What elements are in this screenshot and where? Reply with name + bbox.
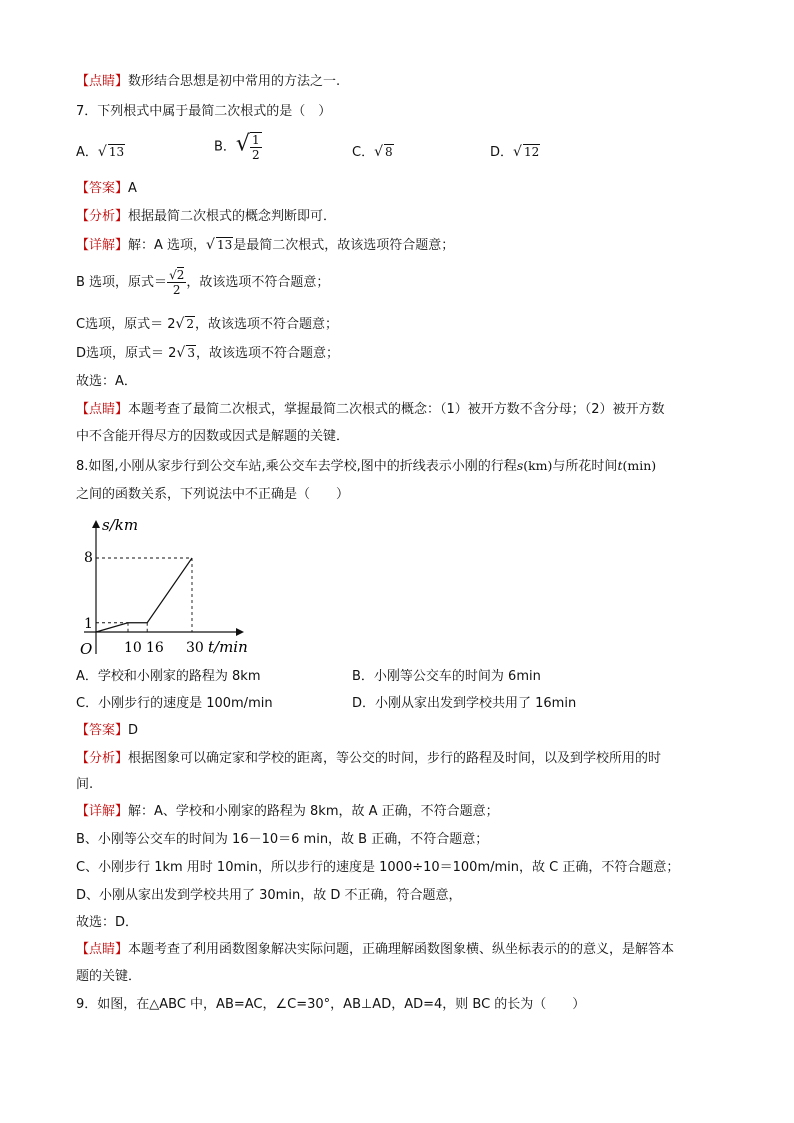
travel-polyline [96, 558, 192, 632]
q8-detail-2: B、小刚等公交车的时间为 16－10＝6 min，故 B 正确，不符合题意； [76, 832, 489, 847]
q8-analysis-line1: 【分析】根据图象可以确定家和学校的距离，等公交的时间，步行的路程及时间，以及到学校所用的时 [76, 751, 662, 766]
prev-tip [76, 73, 340, 91]
x-tick-30: 30 [186, 640, 204, 656]
q7-option-b: B．√ $\frac{1}{2}$ [214, 131, 260, 162]
y-tick-8: 8 [84, 550, 93, 566]
x-axis-arrow [236, 628, 244, 636]
q9-stem: 9．如图，在△ABC 中，AB=AC，∠C=30°，AB⊥AD，AD=4，则 BC 的长为（ ） [76, 997, 586, 1012]
q8-option-c: C．小刚步行的速度是 100m/min [76, 696, 273, 711]
q8-detail-3: C、小刚步行 1km 用时 10min，所以步行的速度是 1000÷10＝100m/min，故 C 正确，不符合题意； [76, 860, 680, 875]
q8-detail-1: 【详解】解：A、学校和小刚家的路程为 8km，故 A 正确，不符合题意； [76, 804, 499, 819]
q8-option-d: D．小刚从家出发到学校共用了 16min [352, 696, 577, 711]
origin-label: O [80, 640, 93, 658]
q8-answer: 【答案】D [76, 723, 139, 738]
q8-stem-line2: 之间的函数关系，下列说法中不正确是（ ） [76, 487, 350, 502]
q8-stem-line1: 8.如图,小刚从家步行到公交车站,乘公交车去学校,图中的折线表示小刚的行程s(km)与所花时间t(min) [76, 458, 657, 474]
y-axis-arrow [92, 520, 100, 528]
q7-answer: 【答案】A [76, 181, 137, 196]
y-tick-1: 1 [84, 616, 93, 632]
travel-graph [76, 514, 266, 660]
y-axis-label: s/km [102, 516, 139, 534]
tip-tag: 【点睛】 [76, 74, 129, 89]
x-tick-10: 10 [124, 640, 142, 656]
q7-stem: 7．下列根式中属于最简二次根式的是（ ） [76, 104, 332, 119]
q8-option-b: B．小刚等公交车的时间为 6min [352, 669, 541, 684]
q7-detail-c: C选项，原式＝ 2√ 2，故该选项不符合题意； [76, 316, 339, 332]
q7-choice: 故选：A． [76, 374, 137, 389]
q8-tip-line2: 题的关键． [76, 969, 142, 984]
q7-option-c: C．√ 8 [352, 144, 393, 160]
q7-detail-d: D选项，原式＝ 2√ 3，故该选项不符合题意； [76, 345, 339, 361]
q7-detail-b: B 选项，原式＝ $\frac{√2}{2}$ ，故该选项不符合题意； [76, 268, 330, 297]
x-tick-16: 16 [146, 640, 164, 656]
q7-tip-line1: 【点睛】本题考查了最简二次根式，掌握最简二次根式的概念：（1）被开方数不含分母；（2）被开方数 [76, 402, 665, 417]
q8-choice: 故选：D． [76, 915, 139, 930]
q8-detail-4: D、小刚从家出发到学校共用了 30min，故 D 不正确，符合题意， [76, 888, 462, 903]
q7-option-d: D．√ 12 [490, 144, 540, 160]
q8-tip-line1: 【点睛】本题考查了利用函数图象解决实际问题，正确理解函数图象横、纵坐标表示的的意义，是解答本 [76, 942, 675, 957]
x-axis-label: t/min [208, 638, 248, 656]
q8-option-a: A．学校和小刚家的路程为 8km [76, 669, 261, 684]
q7-option-a: A．√ 13 [76, 144, 125, 160]
q7-analysis: 【分析】根据最简二次根式的概念判断即可． [76, 209, 337, 224]
q7-detail-a: 【详解】解：A 选项，√ 13是最简二次根式，故该选项符合题意； [76, 237, 455, 253]
q7-tip-line2: 中不含能开得尽方的因数或因式是解题的关键． [76, 429, 350, 444]
tip-text: 数形结合思想是初中常用的方法之一. [128, 74, 341, 89]
q8-analysis-line2: 间. [76, 777, 94, 792]
